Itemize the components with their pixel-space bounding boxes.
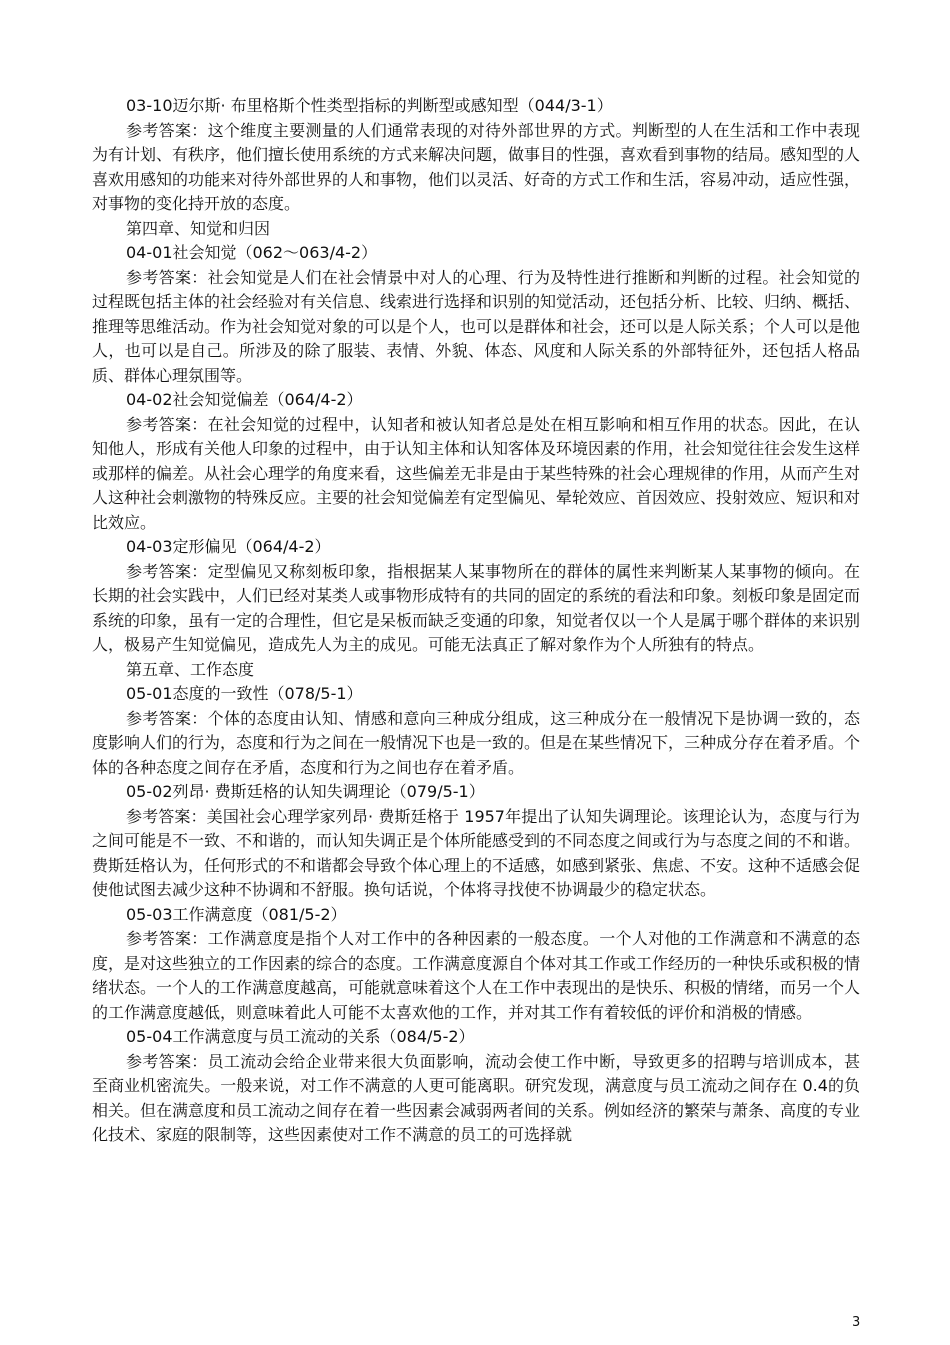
section-heading: 05-02列昂· 费斯廷格的认知失调理论（079/5-1） (126, 782, 485, 801)
answer-paragraph: 参考答案：美国社会心理学家列昂· 费斯廷格于 1957年提出了认知失调理论。该理论认为，态度与行为之间可能是不一致、不和谐的，而认知失调正是个体所能感受到的不同态度之间或行为与态度之间的不和谐。费斯廷格认为，任何形式的不和谐都会导致个体心理上的不适感，如感到紧张、焦虑、不安。这种不适感会促使他试图去减少这种不协调和不舒服。换句话说，个体将寻找使不协调最少的稳定状态。 (92, 806, 861, 899)
answer-paragraph: 参考答案：定型偏见又称刻板印象，指根据某人某事物所在的群体的属性来判断某人某事物的倾向。在长期的社会实践中，人们已经对某类人或事物形成特有的共同的固定的系统的看法和印象。刻板印象是固定而系统的印象，虽有一定的合理性，但它是呆板而缺乏变通的印象，知觉者仅以一个人是属于哪个群体的来识别人，极易产生知觉偏见，造成先人为主的成见。可能无法真正了解对象作为个人所独有的特点。 (92, 561, 861, 654)
chapter-heading: 第四章、知觉和归因 (126, 218, 271, 238)
section-heading: 05-04工作满意度与员工流动的关系（084/5-2） (126, 1027, 475, 1046)
answer-paragraph: 参考答案：个体的态度由认知、情感和意向三种成分组成，这三种成分在一般情况下是协调一致的，态度影响人们的行为，态度和行为之间在一般情况下也是一致的。但是在某些情况下，三种成分存在着矛盾。个体的各种态度之间存在矛盾，态度和行为之间也存在着矛盾。 (92, 708, 861, 777)
answer-paragraph: 参考答案：员工流动会给企业带来很大负面影响，流动会使工作中断，导致更多的招聘与培训成本，甚至商业机密流失。一般来说，对工作不满意的人更可能离职。研究发现，满意度与员工流动之间存在 0.4的负相关。但在满意度和员工流动之间存在着一些因素会减弱两者间的关系。例如经济的繁荣与萧条、高度的专业化技术、家庭的限制等，这些因素使对工作不满意的员工的可选择就 (92, 1051, 861, 1144)
section-heading: 04-02社会知觉偏差（064/4-2） (126, 390, 363, 409)
document-body (92, 94, 860, 1148)
section-heading: 04-01社会知觉（062～063/4-2） (126, 243, 378, 262)
page-number: 3 (852, 1315, 861, 1330)
section-heading: 04-03定形偏见（064/4-2） (126, 537, 331, 556)
section-heading: 05-01态度的一致性（078/5-1） (126, 684, 363, 703)
answer-paragraph: 参考答案：社会知觉是人们在社会情景中对人的心理、行为及特性进行推断和判断的过程。社会知觉的过程既包括主体的社会经验对有关信息、线索进行选择和识别的知觉活动，还包括分析、比较、归纳、概括、推理等思维活动。作为社会知觉对象的可以是个人，也可以是群体和社会，还可以是人际关系；个人可以是他人，也可以是自己。所涉及的除了服装、表情、外貌、体态、风度和人际关系的外部特征外，还包括人格品质、群体心理氛围等。 (92, 267, 861, 385)
chapter-heading: 第五章、工作态度 (126, 659, 255, 679)
answer-paragraph: 参考答案：工作满意度是指个人对工作中的各种因素的一般态度。一个人对他的工作满意和不满意的态度，是对这些独立的工作因素的综合的态度。工作满意度源自个体对其工作或工作经历的一种快乐或积极的情绪状态。一个人的工作满意度越高，可能就意味着这个人在工作中表现出的是快乐、积极的情绪，而另一个人的工作满意度越低，则意味着此人可能不太喜欢他的工作，并对其工作有着较低的评价和消极的情感。 (92, 929, 861, 1022)
section-heading: 03-10迈尔斯· 布里格斯个性类型指标的判断型或感知型（044/3-1） (126, 96, 613, 115)
answer-paragraph: 参考答案：在社会知觉的过程中，认知者和被认知者总是处在相互影响和相互作用的状态。因此，在认知他人，形成有关他人印象的过程中，由于认知主体和认知客体及环境因素的作用，社会知觉往往会发生这样或那样的偏差。从社会心理学的角度来看，这些偏差无非是由于某些特殊的社会心理规律的作用，从而产生对人这种社会刺激物的特殊反应。主要的社会知觉偏差有定型偏见、晕轮效应、首因效应、投射效应、短识和对比效应。 (92, 414, 861, 532)
section-heading: 05-03工作满意度（081/5-2） (126, 904, 347, 924)
answer-paragraph: 参考答案：这个维度主要测量的人们通常表现的对待外部世界的方式。判断型的人在生活和工作中表现为有计划、有秩序，他们擅长使用系统的方式来解决问题，做事目的性强，喜欢看到事物的结局。感知型的人喜欢用感知的功能来对待外部世界的人和事物，他们以灵活、好奇的方式工作和生活，容易冲动，适应性强，对事物的变化持开放的态度。 (92, 120, 861, 213)
